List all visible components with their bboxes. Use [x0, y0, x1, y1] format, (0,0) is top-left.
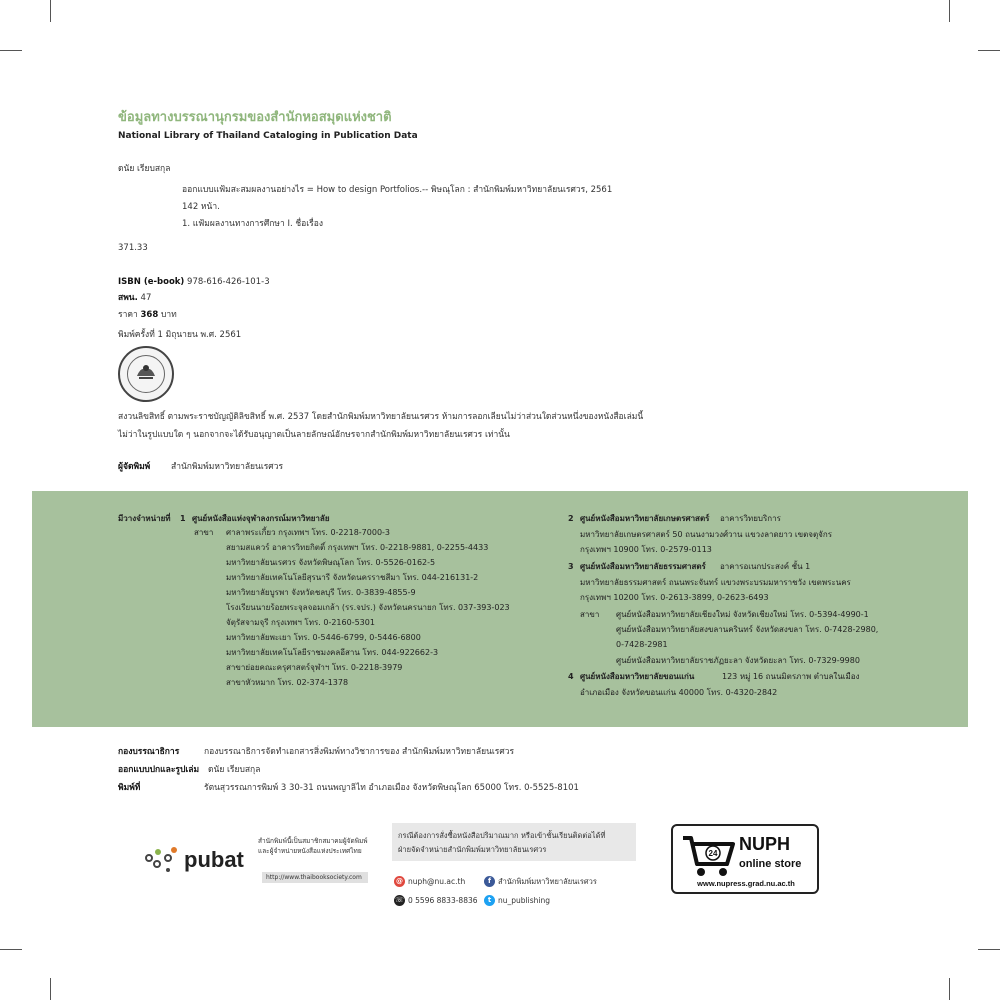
publisher-row — [118, 461, 283, 473]
book-entry: ออกแบบแฟ้มสะสมผลงานอย่างไร = How to design Portfolios.-- พิษณุโลก : สำนักพิมพ์มหาวิทยาลัยนเรศวร, 2561 — [182, 185, 613, 195]
price-value: 368 — [140, 310, 159, 320]
pubat-brand: pubat — [184, 847, 244, 872]
shopping-cart-icon — [681, 834, 737, 878]
cip-title-english: National Library of Thailand Cataloging in Publication Data — [118, 131, 418, 141]
store-name: NUPH — [739, 834, 791, 854]
crop-mark — [50, 0, 51, 22]
store-2-number: 2 — [568, 514, 574, 523]
store-4-number: 4 — [568, 672, 574, 681]
nuph-online-store-badge[interactable] — [671, 824, 819, 894]
pubat-desc-line: และผู้จำหน่ายหนังสือแห่งประเทศไทย — [258, 847, 362, 855]
crop-mark — [50, 978, 51, 1000]
store-3-name: ศูนย์หนังสือมหาวิทยาลัยธรรมศาสตร์ — [580, 562, 706, 571]
facebook-page[interactable]: สำนักพิมพ์มหาวิทยาลัยนเรศวร — [498, 877, 597, 886]
price-row — [118, 309, 177, 321]
branch-item: สาขาย่อยคณะครุศาสตร์จุฬาฯ โทร. 0-2218-3979 — [226, 663, 403, 672]
store-4-line: 123 หมู่ 16 ถนนมิตรภาพ ตำบลในเมือง — [722, 672, 860, 681]
snp-value: 47 — [140, 293, 152, 303]
subjects: 1. แฟ้มผลงานทางการศึกษา I. ชื่อเรื่อง — [182, 219, 323, 229]
twitter-handle[interactable]: nu_publishing — [498, 896, 550, 905]
university-seal-icon — [118, 346, 174, 402]
copyright-line-2: ไม่ว่าในรูปแบบใด ๆ นอกจากจะได้รับอนุญาตเป็นลายลักษณ์อักษรจากสำนักพิมพ์มหาวิทยาลัยนเรศวร เท่านั้น — [118, 430, 510, 440]
email-icon: @ — [396, 877, 403, 885]
crop-mark — [978, 50, 1000, 51]
store-3-line: มหาวิทยาลัยธรรมศาสตร์ ถนนพระจันทร์ แขวงพระบรมมหาราชวัง เขตพระนคร — [580, 578, 851, 587]
store-2-name: ศูนย์หนังสือมหาวิทยาลัยเกษตรศาสตร์ — [580, 514, 710, 523]
call-number: 371.33 — [118, 243, 148, 253]
branch-item: มหาวิทยาลัยบูรพา จังหวัดชลบุรี โทร. 0-3839-4855-9 — [226, 588, 416, 597]
branch-item: มหาวิทยาลัยเทคโนโลยีสุรนารี จังหวัดนครราชสีมา โทร. 044-216131-2 — [226, 573, 479, 582]
order-line-1: กรณีต้องการสั่งซื้อหนังสือปริมาณมาก หรือเข้าชั้นเรียนติดต่อได้ที่ — [398, 831, 606, 840]
price-label: ราคา — [118, 310, 138, 320]
author: ดนัย เรียบสกุล — [118, 164, 171, 174]
branch-item: สาขาหัวหมาก โทร. 02-374-1378 — [226, 678, 349, 687]
store-4-line: อำเภอเมือง จังหวัดขอนแก่น 40000 โทร. 0-4320-2842 — [580, 688, 778, 697]
distribution-panel — [32, 491, 968, 727]
branch-item: มหาวิทยาลัยเทคโนโลยีราชมงคลอีสาน โทร. 044-922662-3 — [226, 648, 439, 657]
printer-value: รัตนสุวรรณการพิมพ์ 3 30-31 ถนนพญาลิไท อำเภอเมือง จังหวัดพิษณุโลก 65000 โทร. 0-5525-8101 — [204, 783, 579, 793]
publisher-label: ผู้จัดพิมพ์ — [118, 462, 151, 472]
store-3-branch: ศูนย์หนังสือมหาวิทยาลัยเชียงใหม่ จังหวัดเชียงใหม่ โทร. 0-5394-4990-1 — [616, 610, 869, 619]
crop-mark — [0, 949, 22, 950]
store-url[interactable]: www.nupress.grad.nu.ac.th — [697, 879, 795, 888]
crop-mark — [949, 0, 950, 22]
store-1-branch-label: สาขา — [194, 528, 214, 537]
store-3-branch: ศูนย์หนังสือมหาวิทยาลัยสงขลานครินทร์ จังหวัดสงขลา โทร. 0-7428-2980, — [616, 625, 879, 634]
store-3-line: อาคารอเนกประสงค์ ชั้น 1 — [720, 562, 811, 571]
cart-badge: 24 — [708, 849, 718, 858]
page-count: 142 หน้า. — [182, 202, 220, 212]
branch-item: โรงเรียนนายร้อยพระจุลจอมเกล้า (รร.จปร.) จังหวัดนครนายก โทร. 037-393-023 — [226, 603, 510, 612]
store-4-name: ศูนย์หนังสือมหาวิทยาลัยขอนแก่น — [580, 672, 695, 681]
isbn-label: ISBN (e-book) — [118, 277, 185, 287]
printer-label: พิมพ์ที่ — [118, 783, 141, 793]
price-unit: บาท — [160, 310, 177, 320]
store-3-line: กรุงเทพฯ 10200 โทร. 0-2613-3899, 0-2623-6493 — [580, 593, 769, 602]
store-3-branch-label: สาขา — [580, 610, 600, 619]
publisher-value: สำนักพิมพ์มหาวิทยาลัยนเรศวร — [171, 462, 284, 472]
order-info-box — [392, 823, 636, 861]
store-3-branch: ศูนย์หนังสือมหาวิทยาลัยราชภัฏยะลา จังหวัดยะลา โทร. 0-7329-9980 — [616, 656, 860, 665]
facebook-icon: f — [484, 876, 495, 887]
crop-mark — [0, 50, 22, 51]
branch-item: ศาลาพระเกี้ยว กรุงเทพฯ โทร. 0-2218-7000-3 — [226, 528, 391, 537]
isbn-value: 978-616-426-101-3 — [187, 277, 270, 287]
editorial-label: กองบรรณาธิการ — [118, 747, 180, 757]
snp-label: สพน. — [118, 293, 138, 303]
print-info: พิมพ์ครั้งที่ 1 มิถุนายน พ.ศ. 2561 — [118, 330, 242, 340]
store-1-name: ศูนย์หนังสือแห่งจุฬาลงกรณ์มหาวิทยาลัย — [192, 514, 330, 523]
twitter-icon: t — [484, 895, 495, 906]
copyright-line-1: สงวนลิขสิทธิ์ ตามพระราชบัญญัติลิขสิทธิ์ พ.ศ. 2537 โดยสำนักพิมพ์มหาวิทยาลัยนเรศวร ห้ามการลอกเลียนไม่ว่าส่วนใดส่วนหนึ่งของหนังสือเล่มนี้ — [118, 412, 644, 422]
isbn-row — [118, 276, 270, 288]
phone-icon: ☏ — [395, 896, 404, 904]
store-2-line: มหาวิทยาลัยเกษตรศาสตร์ 50 ถนนงามวงศ์วาน แขวงลาดยาว เขตจตุจักร — [580, 530, 832, 539]
store-3-number: 3 — [568, 562, 574, 571]
snp-row — [118, 292, 151, 304]
design-value: ดนัย เรียบสกุล — [208, 765, 261, 775]
pubat-description — [258, 836, 368, 856]
order-line-2: ฝ่ายจัดจำหน่ายสำนักพิมพ์มหาวิทยาลัยนเรศวร — [398, 845, 547, 854]
cip-title-thai: ข้อมูลทางบรรณานุกรมของสำนักหอสมุดแห่งชาติ — [118, 110, 392, 125]
branch-item: สยามสแควร์ อาคารวิทยกิตติ์ กรุงเทพฯ โทร. 0-2218-9881, 0-2255-4433 — [226, 543, 489, 552]
pubat-url[interactable]: http://www.thaibooksociety.com — [262, 872, 368, 883]
store-1-number: 1 — [180, 514, 186, 523]
phone-number: 0 5596 8833-8836 — [408, 896, 478, 905]
design-label: ออกแบบปกและรูปเล่ม — [118, 765, 200, 775]
crop-mark — [949, 978, 950, 1000]
crop-mark — [978, 949, 1000, 950]
pubat-desc-line: สำนักพิมพ์นี้เป็นสมาชิกสมาคมผู้จัดพิมพ์ — [258, 837, 368, 845]
branch-item: มหาวิทยาลัยพะเยา โทร. 0-5446-6799, 0-5446-6800 — [226, 633, 421, 642]
branch-item: มหาวิทยาลัยนเรศวร จังหวัดพิษณุโลก โทร. 0-5526-0162-5 — [226, 558, 436, 567]
store-subtitle: online store — [739, 858, 802, 870]
distribution-label: มีวางจำหน่ายที่ — [118, 514, 171, 523]
email-address[interactable]: nuph@nu.ac.th — [408, 877, 466, 886]
branch-item: จัตุรัสจามจุรี กรุงเทพฯ โทร. 0-2160-5301 — [226, 618, 375, 627]
editorial-value: กองบรรณาธิการจัดทำเอกสารสิ่งพิมพ์ทางวิชาการของ สำนักพิมพ์มหาวิทยาลัยนเรศวร — [204, 747, 515, 757]
store-3-branch: 0-7428-2981 — [616, 640, 668, 649]
store-2-line: กรุงเทพฯ 10900 โทร. 0-2579-0113 — [580, 545, 712, 554]
store-2-line: อาคารวิทยบริการ — [720, 514, 781, 523]
